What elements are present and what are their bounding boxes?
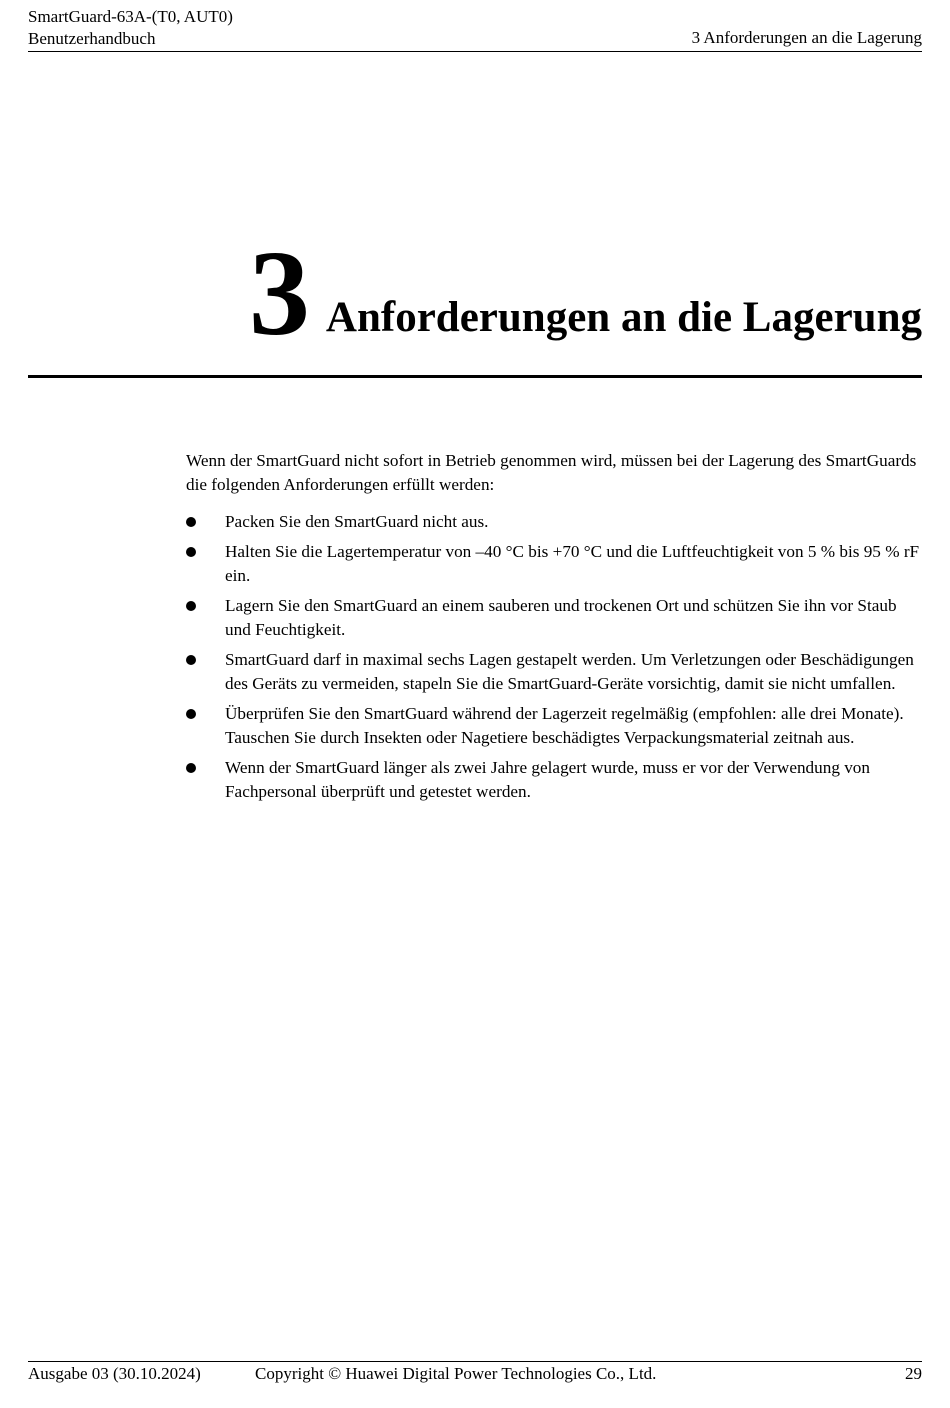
issue-date: Ausgabe 03 (30.10.2024)	[28, 1364, 201, 1383]
intro-paragraph: Wenn der SmartGuard nicht sofort in Betrieb genommen wird, müssen bei der Lagerung des SmartGuards die folgenden Anforderungen erfüllt werden:	[186, 451, 917, 494]
list-item-text: Halten Sie die Lagertemperatur von –40 °C bis +70 °C und die Luftfeuchtigkeit von 5 % bis 95 % rF ein.	[225, 542, 920, 585]
document-type: Benutzerhandbuch	[28, 29, 156, 48]
page-header	[28, 6, 922, 52]
list-item-text: Lagern Sie den SmartGuard an einem sauberen und trockenen Ort und schützen Sie ihn vor Staub und Feuchtigkeit.	[225, 596, 897, 639]
list-item-text: SmartGuard darf in maximal sechs Lagen gestapelt werden. Um Verletzungen oder Beschädigungen des Geräts zu vermeiden, stapeln Sie die SmartGuard-Geräte vorsichtig, damit sie nicht umfallen.	[225, 650, 914, 693]
bullet-icon	[186, 517, 196, 527]
main-content	[186, 449, 922, 810]
list-item	[186, 540, 922, 588]
bullet-icon	[186, 655, 196, 665]
chapter-heading	[28, 225, 922, 378]
list-item-text: Überprüfen Sie den SmartGuard während der Lagerzeit regelmäßig (empfohlen: alle drei Monate). Tauschen Sie durch Insekten oder Nagetiere beschädigtes Verpackungsmaterial zeitnah aus.	[225, 704, 904, 747]
bullet-icon	[186, 547, 196, 557]
list-item	[186, 594, 922, 642]
bullet-icon	[186, 763, 196, 773]
bullet-icon	[186, 601, 196, 611]
copyright-notice: Copyright © Huawei Digital Power Technologies Co., Ltd.	[255, 1364, 657, 1383]
chapter-number: 3	[249, 226, 310, 361]
bullet-icon	[186, 709, 196, 719]
product-name: SmartGuard-63A-(T0, AUT0)	[28, 7, 233, 26]
list-item	[186, 756, 922, 804]
chapter-title: Anforderungen an die Lagerung	[325, 294, 922, 341]
list-item-text: Wenn der SmartGuard länger als zwei Jahre gelagert wurde, muss er vor der Verwendung von Fachpersonal überprüft und getestet werden.	[225, 758, 870, 801]
list-item	[186, 648, 922, 696]
page-footer	[28, 1361, 922, 1388]
header-left	[28, 6, 233, 50]
header-section-title: 3 Anforderungen an die Lagerung	[691, 28, 922, 47]
list-item	[186, 702, 922, 750]
list-item-text: Packen Sie den SmartGuard nicht aus.	[225, 512, 489, 531]
requirements-list	[186, 510, 922, 804]
list-item	[186, 510, 922, 534]
page-number: 29	[905, 1364, 922, 1383]
